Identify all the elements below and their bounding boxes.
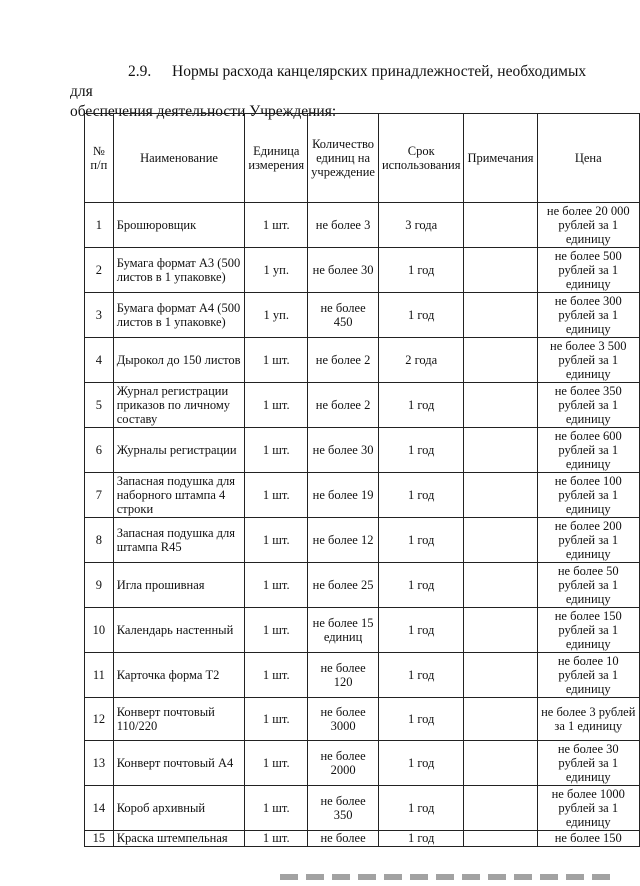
cell-usage-term: 1 год xyxy=(378,608,463,653)
cell-note xyxy=(464,428,537,473)
cell-item-name: Игла прошивная xyxy=(113,563,245,608)
cell-price: не более 3 рублей за 1 единицу xyxy=(537,698,639,741)
cell-price: не более 20 000 рублей за 1 единицу xyxy=(537,203,639,248)
cell-unit: 1 шт. xyxy=(245,608,308,653)
cell-note xyxy=(464,653,537,698)
cell-usage-term: 1 год xyxy=(378,741,463,786)
cell-note xyxy=(464,786,537,831)
cell-unit: 1 уп. xyxy=(245,248,308,293)
cell-quantity: не более 30 xyxy=(308,428,379,473)
cell-quantity: не более 2 xyxy=(308,383,379,428)
cell-usage-term: 1 год xyxy=(378,653,463,698)
cell-price: не более 50 рублей за 1 единицу xyxy=(537,563,639,608)
cell-note xyxy=(464,473,537,518)
cell-row-number: 13 xyxy=(85,741,114,786)
header-note: Примечания xyxy=(464,114,537,203)
cell-item-name: Бумага формат А3 (500 листов в 1 упаковке) xyxy=(113,248,245,293)
header-num: № п/п xyxy=(85,114,114,203)
cell-unit: 1 шт. xyxy=(245,203,308,248)
cell-unit: 1 уп. xyxy=(245,293,308,338)
norms-table xyxy=(84,113,640,847)
table-row xyxy=(85,563,640,608)
section-number: 2.9. xyxy=(128,63,152,80)
cell-item-name: Журнал регистрации приказов по личному составу xyxy=(113,383,245,428)
cell-row-number: 7 xyxy=(85,473,114,518)
cell-note xyxy=(464,203,537,248)
table-row xyxy=(85,698,640,741)
cell-quantity: не более 3000 xyxy=(308,698,379,741)
cell-quantity: не более 30 xyxy=(308,248,379,293)
header-unit: Единица измерения xyxy=(245,114,308,203)
cell-note xyxy=(464,608,537,653)
cell-unit: 1 шт. xyxy=(245,698,308,741)
table-row xyxy=(85,831,640,847)
cell-price: не более 30 рублей за 1 единицу xyxy=(537,741,639,786)
cell-unit: 1 шт. xyxy=(245,383,308,428)
cell-row-number: 14 xyxy=(85,786,114,831)
cell-usage-term: 3 года xyxy=(378,203,463,248)
cell-note xyxy=(464,741,537,786)
cell-row-number: 1 xyxy=(85,203,114,248)
cell-price: не более 300 рублей за 1 единицу xyxy=(537,293,639,338)
cell-quantity: не более 25 xyxy=(308,563,379,608)
cell-row-number: 9 xyxy=(85,563,114,608)
table-row xyxy=(85,338,640,383)
cell-item-name: Карточка форма Т2 xyxy=(113,653,245,698)
cell-note xyxy=(464,293,537,338)
cell-unit: 1 шт. xyxy=(245,653,308,698)
table-row xyxy=(85,741,640,786)
cell-item-name: Дырокол до 150 листов xyxy=(113,338,245,383)
cell-unit: 1 шт. xyxy=(245,338,308,383)
cell-row-number: 15 xyxy=(85,831,114,847)
cell-note xyxy=(464,338,537,383)
cell-quantity: не более 12 xyxy=(308,518,379,563)
cell-price: не более 100 рублей за 1 единицу xyxy=(537,473,639,518)
cell-note xyxy=(464,383,537,428)
table-row xyxy=(85,248,640,293)
cell-row-number: 2 xyxy=(85,248,114,293)
cell-item-name: Журналы регистрации xyxy=(113,428,245,473)
table-row xyxy=(85,203,640,248)
cell-unit: 1 шт. xyxy=(245,831,308,847)
cell-row-number: 6 xyxy=(85,428,114,473)
cell-item-name: Запасная подушка для штампа R45 xyxy=(113,518,245,563)
header-price: Цена xyxy=(537,114,639,203)
table-row xyxy=(85,786,640,831)
cell-row-number: 4 xyxy=(85,338,114,383)
scan-artifact xyxy=(280,874,610,880)
cell-row-number: 5 xyxy=(85,383,114,428)
cell-item-name: Короб архивный xyxy=(113,786,245,831)
cell-usage-term: 1 год xyxy=(378,698,463,741)
cell-item-name: Краска штемпельная xyxy=(113,831,245,847)
cell-item-name: Календарь настенный xyxy=(113,608,245,653)
table-row xyxy=(85,293,640,338)
cell-unit: 1 шт. xyxy=(245,786,308,831)
cell-usage-term: 1 год xyxy=(378,293,463,338)
cell-usage-term: 1 год xyxy=(378,248,463,293)
cell-quantity: не более 450 xyxy=(308,293,379,338)
table-row xyxy=(85,383,640,428)
cell-unit: 1 шт. xyxy=(245,563,308,608)
header-qty: Количество единиц на учреждение xyxy=(308,114,379,203)
cell-unit: 1 шт. xyxy=(245,518,308,563)
cell-price: не более 1000 рублей за 1 единицу xyxy=(537,786,639,831)
cell-usage-term: 2 года xyxy=(378,338,463,383)
cell-unit: 1 шт. xyxy=(245,473,308,518)
header-term: Срок использования xyxy=(378,114,463,203)
cell-quantity: не более xyxy=(308,831,379,847)
cell-note xyxy=(464,518,537,563)
cell-price: не более 3 500 рублей за 1 единицу xyxy=(537,338,639,383)
cell-quantity: не более 2000 xyxy=(308,741,379,786)
cell-note xyxy=(464,831,537,847)
cell-usage-term: 1 год xyxy=(378,563,463,608)
cell-row-number: 12 xyxy=(85,698,114,741)
cell-row-number: 3 xyxy=(85,293,114,338)
section-title-line2: обеспечения деятельности Учреждения: xyxy=(70,103,337,120)
cell-quantity: не более 3 xyxy=(308,203,379,248)
cell-usage-term: 1 год xyxy=(378,831,463,847)
cell-item-name: Бумага формат А4 (500 листов в 1 упаковке) xyxy=(113,293,245,338)
cell-item-name: Запасная подушка для наборного штампа 4 строки xyxy=(113,473,245,518)
cell-price: не более 500 рублей за 1 единицу xyxy=(537,248,639,293)
cell-price: не более 200 рублей за 1 единицу xyxy=(537,518,639,563)
cell-usage-term: 1 год xyxy=(378,428,463,473)
table-row xyxy=(85,428,640,473)
header-name: Наименование xyxy=(113,114,245,203)
cell-quantity: не более 2 xyxy=(308,338,379,383)
cell-price: не более 350 рублей за 1 единицу xyxy=(537,383,639,428)
cell-item-name: Конверт почтовый 110/220 xyxy=(113,698,245,741)
table-row xyxy=(85,473,640,518)
cell-item-name: Конверт почтовый А4 xyxy=(113,741,245,786)
cell-quantity: не более 350 xyxy=(308,786,379,831)
cell-unit: 1 шт. xyxy=(245,428,308,473)
cell-note xyxy=(464,563,537,608)
table-row xyxy=(85,653,640,698)
cell-quantity: не более 19 xyxy=(308,473,379,518)
section-title-line1: Нормы расхода канцелярских принадлежностей, необходимых для xyxy=(70,63,587,100)
table-row xyxy=(85,518,640,563)
cell-note xyxy=(464,248,537,293)
cell-price: не более 600 рублей за 1 единицу xyxy=(537,428,639,473)
cell-row-number: 10 xyxy=(85,608,114,653)
cell-item-name: Брошюровщик xyxy=(113,203,245,248)
cell-usage-term: 1 год xyxy=(378,518,463,563)
cell-price: не более 10 рублей за 1 единицу xyxy=(537,653,639,698)
cell-price: не более 150 рублей за 1 единицу xyxy=(537,608,639,653)
cell-usage-term: 1 год xyxy=(378,473,463,518)
cell-note xyxy=(464,698,537,741)
cell-quantity: не более 15 единиц xyxy=(308,608,379,653)
cell-row-number: 11 xyxy=(85,653,114,698)
cell-usage-term: 1 год xyxy=(378,786,463,831)
cell-unit: 1 шт. xyxy=(245,741,308,786)
cell-usage-term: 1 год xyxy=(378,383,463,428)
table-row xyxy=(85,608,640,653)
cell-row-number: 8 xyxy=(85,518,114,563)
cell-quantity: не более 120 xyxy=(308,653,379,698)
cell-price: не более 150 xyxy=(537,831,639,847)
table-header-row xyxy=(85,114,640,203)
